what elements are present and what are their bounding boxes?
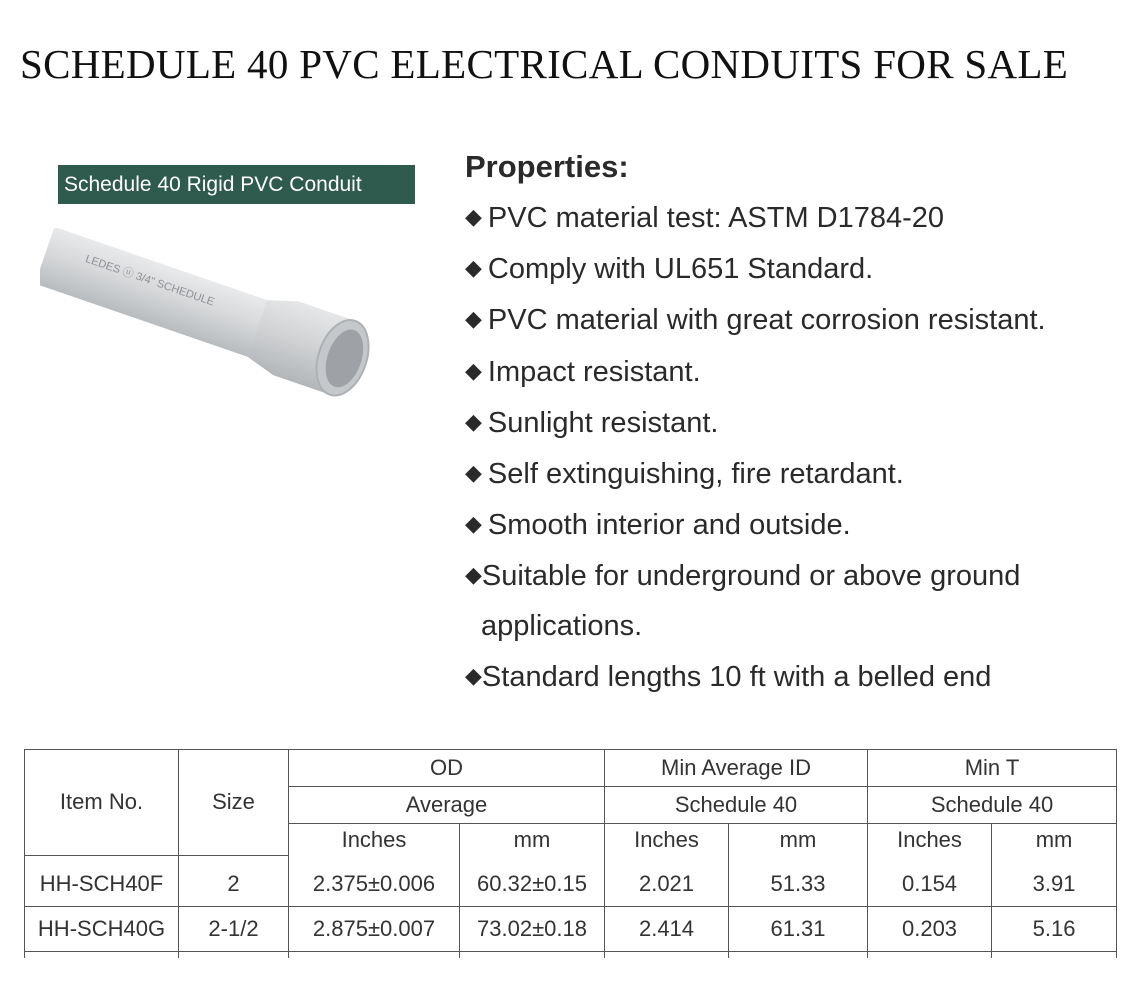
header-size: Size — [179, 750, 289, 856]
diamond-bullet-icon: ◆ — [465, 511, 482, 537]
diamond-bullet-icon: ◆ — [465, 662, 482, 688]
header-unit: Inches — [289, 824, 460, 856]
table-cell: HH-SCH40F — [25, 862, 179, 907]
table-cell: HH-SCH40G — [25, 906, 179, 951]
diamond-bullet-icon: ◆ — [465, 562, 482, 588]
table-cell: 5.16 — [992, 906, 1117, 951]
header-min-t: Min T — [868, 750, 1117, 787]
table-cell: 2.875±0.007 — [289, 906, 460, 951]
table-row — [25, 906, 1117, 951]
table-cell: 2 — [179, 862, 289, 907]
property-item: ◆Standard lengths 10 ft with a belled end — [465, 660, 992, 693]
table-cell: 2.414 — [605, 906, 729, 951]
diamond-bullet-icon: ◆ — [465, 408, 482, 434]
header-unit: mm — [460, 824, 605, 856]
properties-section — [465, 146, 1135, 702]
property-item: ◆ Self extinguishing, fire retardant. — [465, 458, 904, 491]
diamond-bullet-icon: ◆ — [465, 306, 482, 332]
header-od-average: Average — [289, 787, 605, 824]
diamond-bullet-icon: ◆ — [465, 204, 482, 229]
property-list — [465, 192, 1135, 702]
table-cell: 73.02±0.18 — [460, 906, 605, 951]
diamond-bullet-icon: ◆ — [465, 255, 482, 281]
table-row — [25, 862, 1117, 907]
pipe-print-text: LEDES ⓤ 3/4" SCHEDULE — [83, 253, 216, 309]
page-title: SCHEDULE 40 PVC ELECTRICAL CONDUITS FOR SALE — [20, 41, 1069, 87]
header-unit: Inches — [868, 824, 992, 856]
diamond-bullet-icon: ◆ — [465, 357, 482, 383]
property-item: ◆ Impact resistant. — [465, 355, 701, 388]
property-item: ◆ Comply with UL651 Standard. — [465, 253, 874, 286]
property-item: ◆ Sunlight resistant. — [465, 406, 719, 439]
property-item: ◆ PVC material with great corrosion resistant. — [465, 304, 1046, 337]
table-cell: 51.33 — [729, 862, 868, 907]
header-min-t-schedule: Schedule 40 — [868, 787, 1117, 824]
table-cell: 2.021 — [605, 862, 729, 907]
table-cell: 2.375±0.006 — [289, 862, 460, 907]
product-label: Schedule 40 Rigid PVC Conduit — [58, 165, 415, 204]
conduit-pipe-image — [40, 228, 380, 428]
header-unit: Inches — [605, 824, 729, 856]
header-min-id-schedule: Schedule 40 — [605, 787, 868, 824]
property-item: ◆Suitable for underground or above ground applications. — [465, 560, 1021, 642]
spec-table — [24, 749, 1117, 958]
header-item-no: Item No. — [25, 750, 179, 856]
properties-heading: Properties: — [465, 149, 629, 184]
header-od: OD — [289, 750, 605, 787]
diamond-bullet-icon: ◆ — [465, 460, 482, 486]
header-unit: mm — [992, 824, 1117, 856]
table-cell: 60.32±0.15 — [460, 862, 605, 907]
table-cell: 0.154 — [868, 862, 992, 907]
property-item: ◆ Smooth interior and outside. — [465, 509, 851, 542]
header-min-id: Min Average ID — [605, 750, 868, 787]
header-unit: mm — [729, 824, 868, 856]
table-cell: 3.91 — [992, 862, 1117, 907]
table-cell: 2-1/2 — [179, 906, 289, 951]
table-cell: 61.31 — [729, 906, 868, 951]
table-cell: 0.203 — [868, 906, 992, 951]
property-item: ◆ PVC material test: ASTM D1784-20 — [465, 202, 945, 234]
